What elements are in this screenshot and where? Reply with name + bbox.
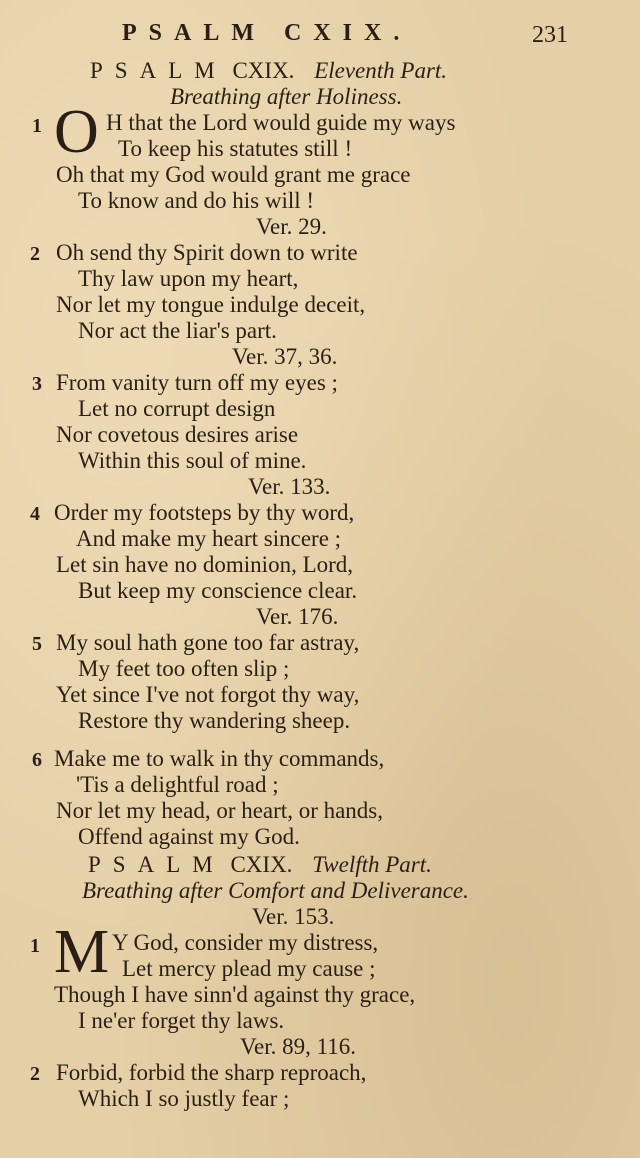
heading-psalm: PSALM (88, 852, 225, 877)
section-heading (88, 852, 432, 878)
running-title: PSALM CXIX. (122, 20, 412, 46)
stanza-number: 1 (30, 935, 40, 957)
verse-line: Oh that my God would grant me grace (56, 162, 411, 187)
verse-line: H that the Lord would guide my ways (106, 110, 456, 135)
verse-line: Y God, consider my distress, (112, 930, 379, 955)
verse-line: My feet too often slip ; (78, 656, 290, 681)
verse-line: Nor let my head, or heart, or hands, (56, 798, 384, 823)
heading-part: Eleventh Part. (314, 58, 448, 83)
stanza-number: 2 (30, 1063, 40, 1085)
verse-line: My soul hath gone too far astray, (56, 630, 360, 655)
stanza-number: 2 (30, 243, 40, 265)
verse-reference: Ver. 29. (256, 214, 327, 239)
heading-number: CXIX. (232, 58, 295, 83)
verse-reference: Ver. 153. (252, 904, 335, 929)
heading-psalm: PSALM (90, 58, 227, 83)
stanza-number: 1 (32, 115, 42, 137)
verse-line: Within this soul of mine. (78, 448, 307, 473)
verse-line: But keep my conscience clear. (78, 578, 358, 603)
verse-reference: Ver. 37, 36. (232, 344, 338, 369)
verse-line: And make my heart sincere ; (76, 526, 342, 551)
verse-line: Oh send thy Spirit down to write (56, 240, 358, 265)
verse-line: Offend against my God. (78, 824, 300, 849)
verse-line: Forbid, forbid the sharp reproach, (56, 1060, 367, 1085)
verse-line: Which I so justly fear ; (78, 1086, 290, 1111)
verse-line: Let sin have no dominion, Lord, (56, 552, 354, 577)
verse-line: Order my footsteps by thy word, (54, 500, 355, 525)
verse-line: Nor let my tongue indulge deceit, (56, 292, 366, 317)
heading-part: Twelfth Part. (312, 852, 432, 877)
heading-number: CXIX. (230, 852, 293, 877)
stanza-number: 5 (32, 633, 42, 655)
verse-line: I ne'er forget thy laws. (78, 1008, 285, 1033)
verse-reference: Ver. 133. (248, 474, 331, 499)
verse-line: Nor covetous desires arise (56, 422, 299, 447)
verse-line: Though I have sinn'd against thy grace, (54, 982, 416, 1007)
verse-line: From vanity turn off my eyes ; (56, 370, 338, 395)
verse-line: Make me to walk in thy commands, (54, 746, 385, 771)
section-subtitle: Breathing after Comfort and Deliverance. (82, 878, 469, 903)
verse-reference: Ver. 89, 116. (240, 1034, 357, 1059)
stanza-number: 4 (30, 503, 40, 525)
section-subtitle: Breathing after Holiness. (170, 84, 403, 109)
verse-line: Thy law upon my heart, (78, 266, 299, 291)
verse-line: 'Tis a delightful road ; (76, 772, 279, 797)
drop-cap: O (54, 98, 99, 166)
verse-line: Restore thy wandering sheep. (78, 708, 351, 733)
page-number: 231 (532, 22, 568, 48)
verse-line: To know and do his will ! (78, 188, 315, 213)
section-heading (90, 58, 447, 84)
verse-line: Yet since I've not forgot thy way, (56, 682, 360, 707)
stanza-number: 6 (32, 749, 42, 771)
verse-line: To keep his statutes still ! (118, 136, 353, 161)
verse-line: Let no corrupt design (78, 396, 276, 421)
verse-line: Nor act the liar's part. (78, 318, 277, 343)
drop-cap: M (54, 918, 110, 986)
verse-reference: Ver. 176. (256, 604, 339, 629)
stanza-number: 3 (32, 373, 42, 395)
verse-line: Let mercy plead my cause ; (122, 956, 376, 981)
